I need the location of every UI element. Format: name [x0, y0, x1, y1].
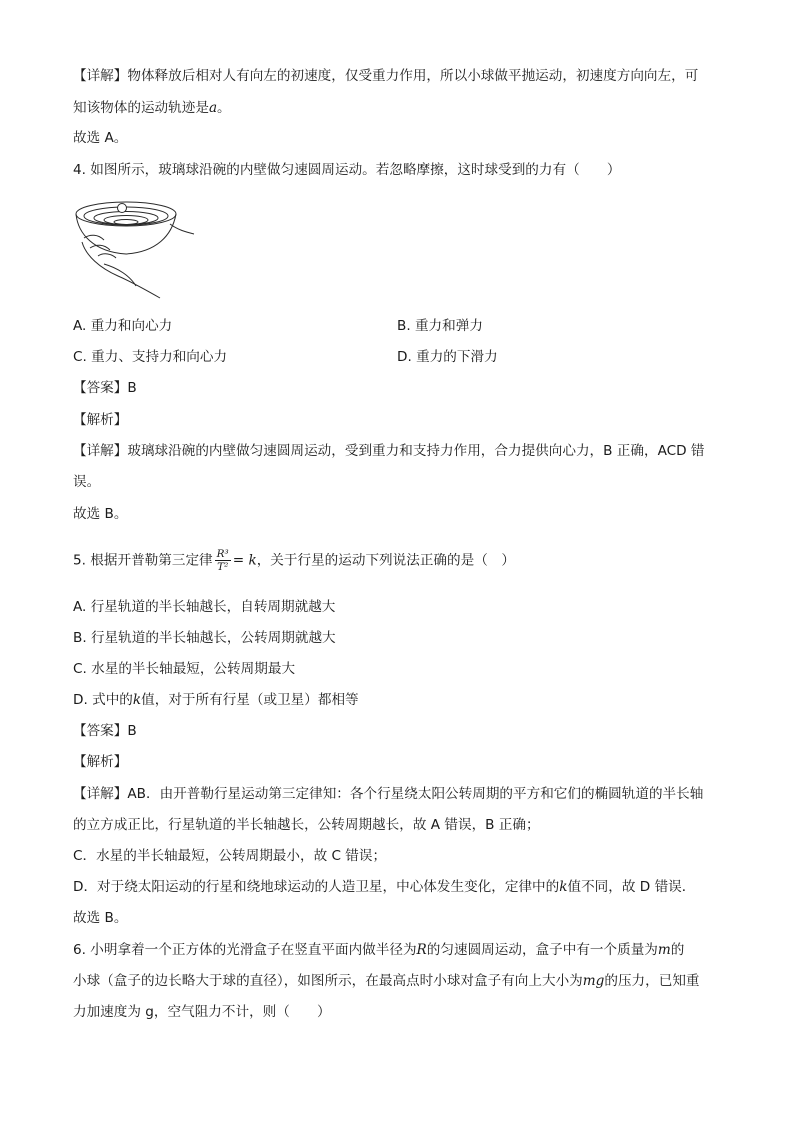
- q5-stem-pre: 5. 根据开普勒第三定律: [73, 552, 213, 569]
- q5-option-b: B. 行星轨道的半长轴越长，公转周期就越大: [73, 630, 336, 646]
- q3-detail-line1: 【详解】物体释放后相对人有向左的初速度，仅受重力作用，所以小球做平抛运动，初速度方向向左，可: [73, 68, 699, 84]
- q5-option-a: A. 行星轨道的半长轴越长，自转周期就越大: [73, 599, 336, 615]
- q5-detail-line4-post: 值不同，故 D 错误．: [567, 879, 696, 895]
- q4-analysis: 【解析】: [73, 412, 128, 428]
- bowl-inner-ring-4: [114, 220, 138, 225]
- q6-line1-pre: 6. 小明拿着一个正方体的光滑盒子在竖直平面内做半径为: [73, 942, 417, 958]
- q4-detail-line2: 误。: [73, 474, 101, 490]
- q5-option-d: [73, 690, 359, 710]
- q3-detail-text: 知该物体的运动轨迹是: [73, 100, 209, 116]
- q5-detail-line4: [73, 877, 695, 897]
- q6-line3: 力加速度为 g，空气阻力不计，则（ ）: [73, 1004, 331, 1020]
- q6-line2-pre: 小球（盒子的边长略大于球的直径），如图所示，在最高点时小球对盒子有向上大小为: [73, 973, 583, 989]
- q3-detail-end: 。: [217, 100, 231, 116]
- q6-line1-post: 的: [670, 942, 685, 958]
- kepler-formula-rhs: = k: [232, 552, 257, 569]
- kepler-formula-denominator: T²: [217, 561, 229, 573]
- bowl-inner-ring-2: [94, 212, 158, 225]
- q5-option-d-pre: D. 式中的: [73, 692, 133, 708]
- q6-line2-post: 的压力，已知重: [604, 973, 700, 989]
- q5-option-d-post: 值，对于所有行星（或卫星）都相等: [141, 692, 359, 708]
- hand-palm: [82, 242, 160, 298]
- q4-option-b: B. 重力和弹力: [397, 318, 483, 334]
- q4-conclusion: 故选 B。: [73, 506, 128, 522]
- bowl-hand-figure: [74, 194, 196, 300]
- q3-detail-line2: [73, 98, 231, 118]
- q5-answer: 【答案】B: [73, 723, 137, 739]
- q5-detail-line3: C．水星的半长轴最短，公转周期最小，故 C 错误；: [73, 848, 387, 864]
- q5-option-d-var: k: [132, 692, 142, 708]
- q6-line2: [73, 971, 700, 991]
- q6-line1-mid: 的匀速圆周运动，盒子中有一个质量为: [426, 942, 658, 958]
- q3-trajectory-var: a: [208, 100, 218, 116]
- q6-radius-var: R: [416, 942, 427, 958]
- hand-thumb: [170, 224, 194, 234]
- q5-detail-line1: 【详解】AB．由开普勒行星运动第三定律知：各个行星绕太阳公转周期的平方和它们的椭圆轨道的半长轴: [73, 786, 704, 802]
- q6-line1: [73, 940, 684, 960]
- q6-force-var: mg: [582, 973, 605, 989]
- q4-option-d: D. 重力的下滑力: [397, 349, 498, 365]
- kepler-formula-fraction: [215, 548, 231, 573]
- q5-detail-line4-pre: D．对于绕太阳运动的行星和绕地球运动的人造卫星，中心体发生变化，定律中的: [73, 879, 560, 895]
- q4-stem: 4. 如图所示，玻璃球沿碗的内壁做匀速圆周运动。若忽略摩擦，这时球受到的力有（ ）: [73, 162, 621, 178]
- q5-detail-line2: 的立方成正比，行星轨道的半长轴越长，公转周期越长，故 A 错误，B 正确；: [73, 817, 540, 833]
- q5-stem: [73, 548, 515, 573]
- kepler-formula-numerator: R³: [216, 548, 229, 560]
- q4-answer: 【答案】B: [73, 380, 137, 396]
- q5-option-c: C. 水星的半长轴最短，公转周期最大: [73, 661, 296, 677]
- q6-mass-var: m: [657, 942, 671, 958]
- q3-conclusion: 故选 A。: [73, 130, 128, 146]
- q5-stem-post: ，关于行星的运动下列说法正确的是（ ）: [256, 552, 515, 569]
- q4-detail-line1: 【详解】玻璃球沿碗的内壁做匀速圆周运动，受到重力和支持力作用，合力提供向心力，B 正确，ACD 错: [73, 443, 705, 459]
- q4-option-c: C. 重力、支持力和向心力: [73, 349, 228, 365]
- q5-analysis: 【解析】: [73, 754, 128, 770]
- glass-ball: [118, 204, 127, 213]
- q5-detail-line4-var: k: [559, 879, 568, 895]
- q4-option-a: A. 重力和向心力: [73, 318, 173, 334]
- q5-conclusion: 故选 B。: [73, 910, 128, 926]
